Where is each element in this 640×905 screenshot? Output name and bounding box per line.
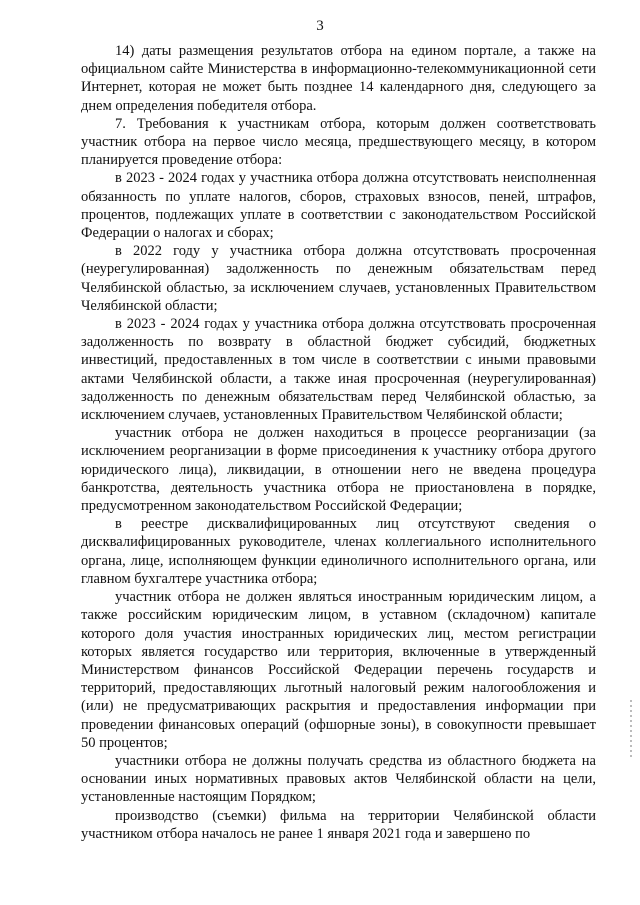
paragraph: 14) даты размещения результатов отбора на едином портале, а также на официальном сайте Министерства в информационно-телекоммуникационной сети Интернет, которая не может быть позднее 14 календарного дня, следующего за днем определения победителя отбора.: [81, 43, 596, 114]
paragraph: в 2022 году у участника отбора должна отсутствовать просроченная (неурегулированная) задолженность по денежным обязательствам перед Челябинской областью, за исключением случаев, установленных Правительством Челябинской области;: [81, 243, 596, 314]
paragraph: производство (съемки) фильма на территории Челябинской области участником отбора началось не ранее 1 января 2021 года и завершено по: [81, 807, 596, 842]
document-body: [81, 42, 596, 843]
paragraph: участник отбора не должен являться иностранным юридическим лицом, а также российским юридическим лицом, в уставном (складочном) капитале которого доля участия иностранных юридических лиц, местом регистрации которых является государство или территория, включенные в утвержденный Министерством финансов Российской Федерации перечень государств и территорий, предоставляющих льготный налоговый режим налогообложения и (или) не предусматривающих раскрытия и предоставления информации при проведении финансовых операций (офшорные зоны), в совокупности превышает 50 процентов;: [81, 589, 596, 751]
page-number: 3: [316, 18, 324, 34]
paragraph: в 2023 - 2024 годах у участника отбора должна отсутствовать неисполненная обязанность по уплате налогов, сборов, страховых взносов, пеней, штрафов, процентов, подлежащих уплате в соответствии с законодательством Российской Федерации о налогах и сборах;: [81, 170, 596, 242]
paragraph: участники отбора не должны получать средства из областного бюджета на основании иных нормативных правовых актов Челябинской области на цели, установленные настоящим Порядком;: [81, 752, 596, 806]
paragraph: участник отбора не должен находиться в процессе реорганизации (за исключением реорганизации в форме присоединения к участнику отбора другого юридического лица), ликвидации, в отношении него не введена процедура банкротства, деятельность участника отбора не приостановлена в порядке, предусмотренном законодательством Российской Федерации;: [81, 425, 596, 515]
paragraph: в реестре дисквалифицированных лиц отсутствуют сведения о дисквалифицированных руководителе, членах коллегиального исполнительного органа, лице, исполняющем функции единоличного исполнительного органа, или главном бухгалтере участника отбора;: [81, 516, 596, 587]
paragraph: 7. Требования к участникам отбора, которым должен соответствовать участник отбора на первое число месяца, предшествующего месяцу, в котором планируется проведение отбора:: [81, 115, 596, 169]
scan-edge-mark: [630, 700, 632, 760]
paragraph: в 2023 - 2024 годах у участника отбора должна отсутствовать просроченная задолженность по возврату в областной бюджет субсидий, бюджетных инвестиций, предоставленных в том числе в соответствии с иными правовыми актами Челябинской области, а также иная просроченная (неурегулированная) задолженность по денежным обязательствам перед Челябинской областью, за исключением случаев, установленных Правительством Челябинской области;: [81, 316, 596, 424]
